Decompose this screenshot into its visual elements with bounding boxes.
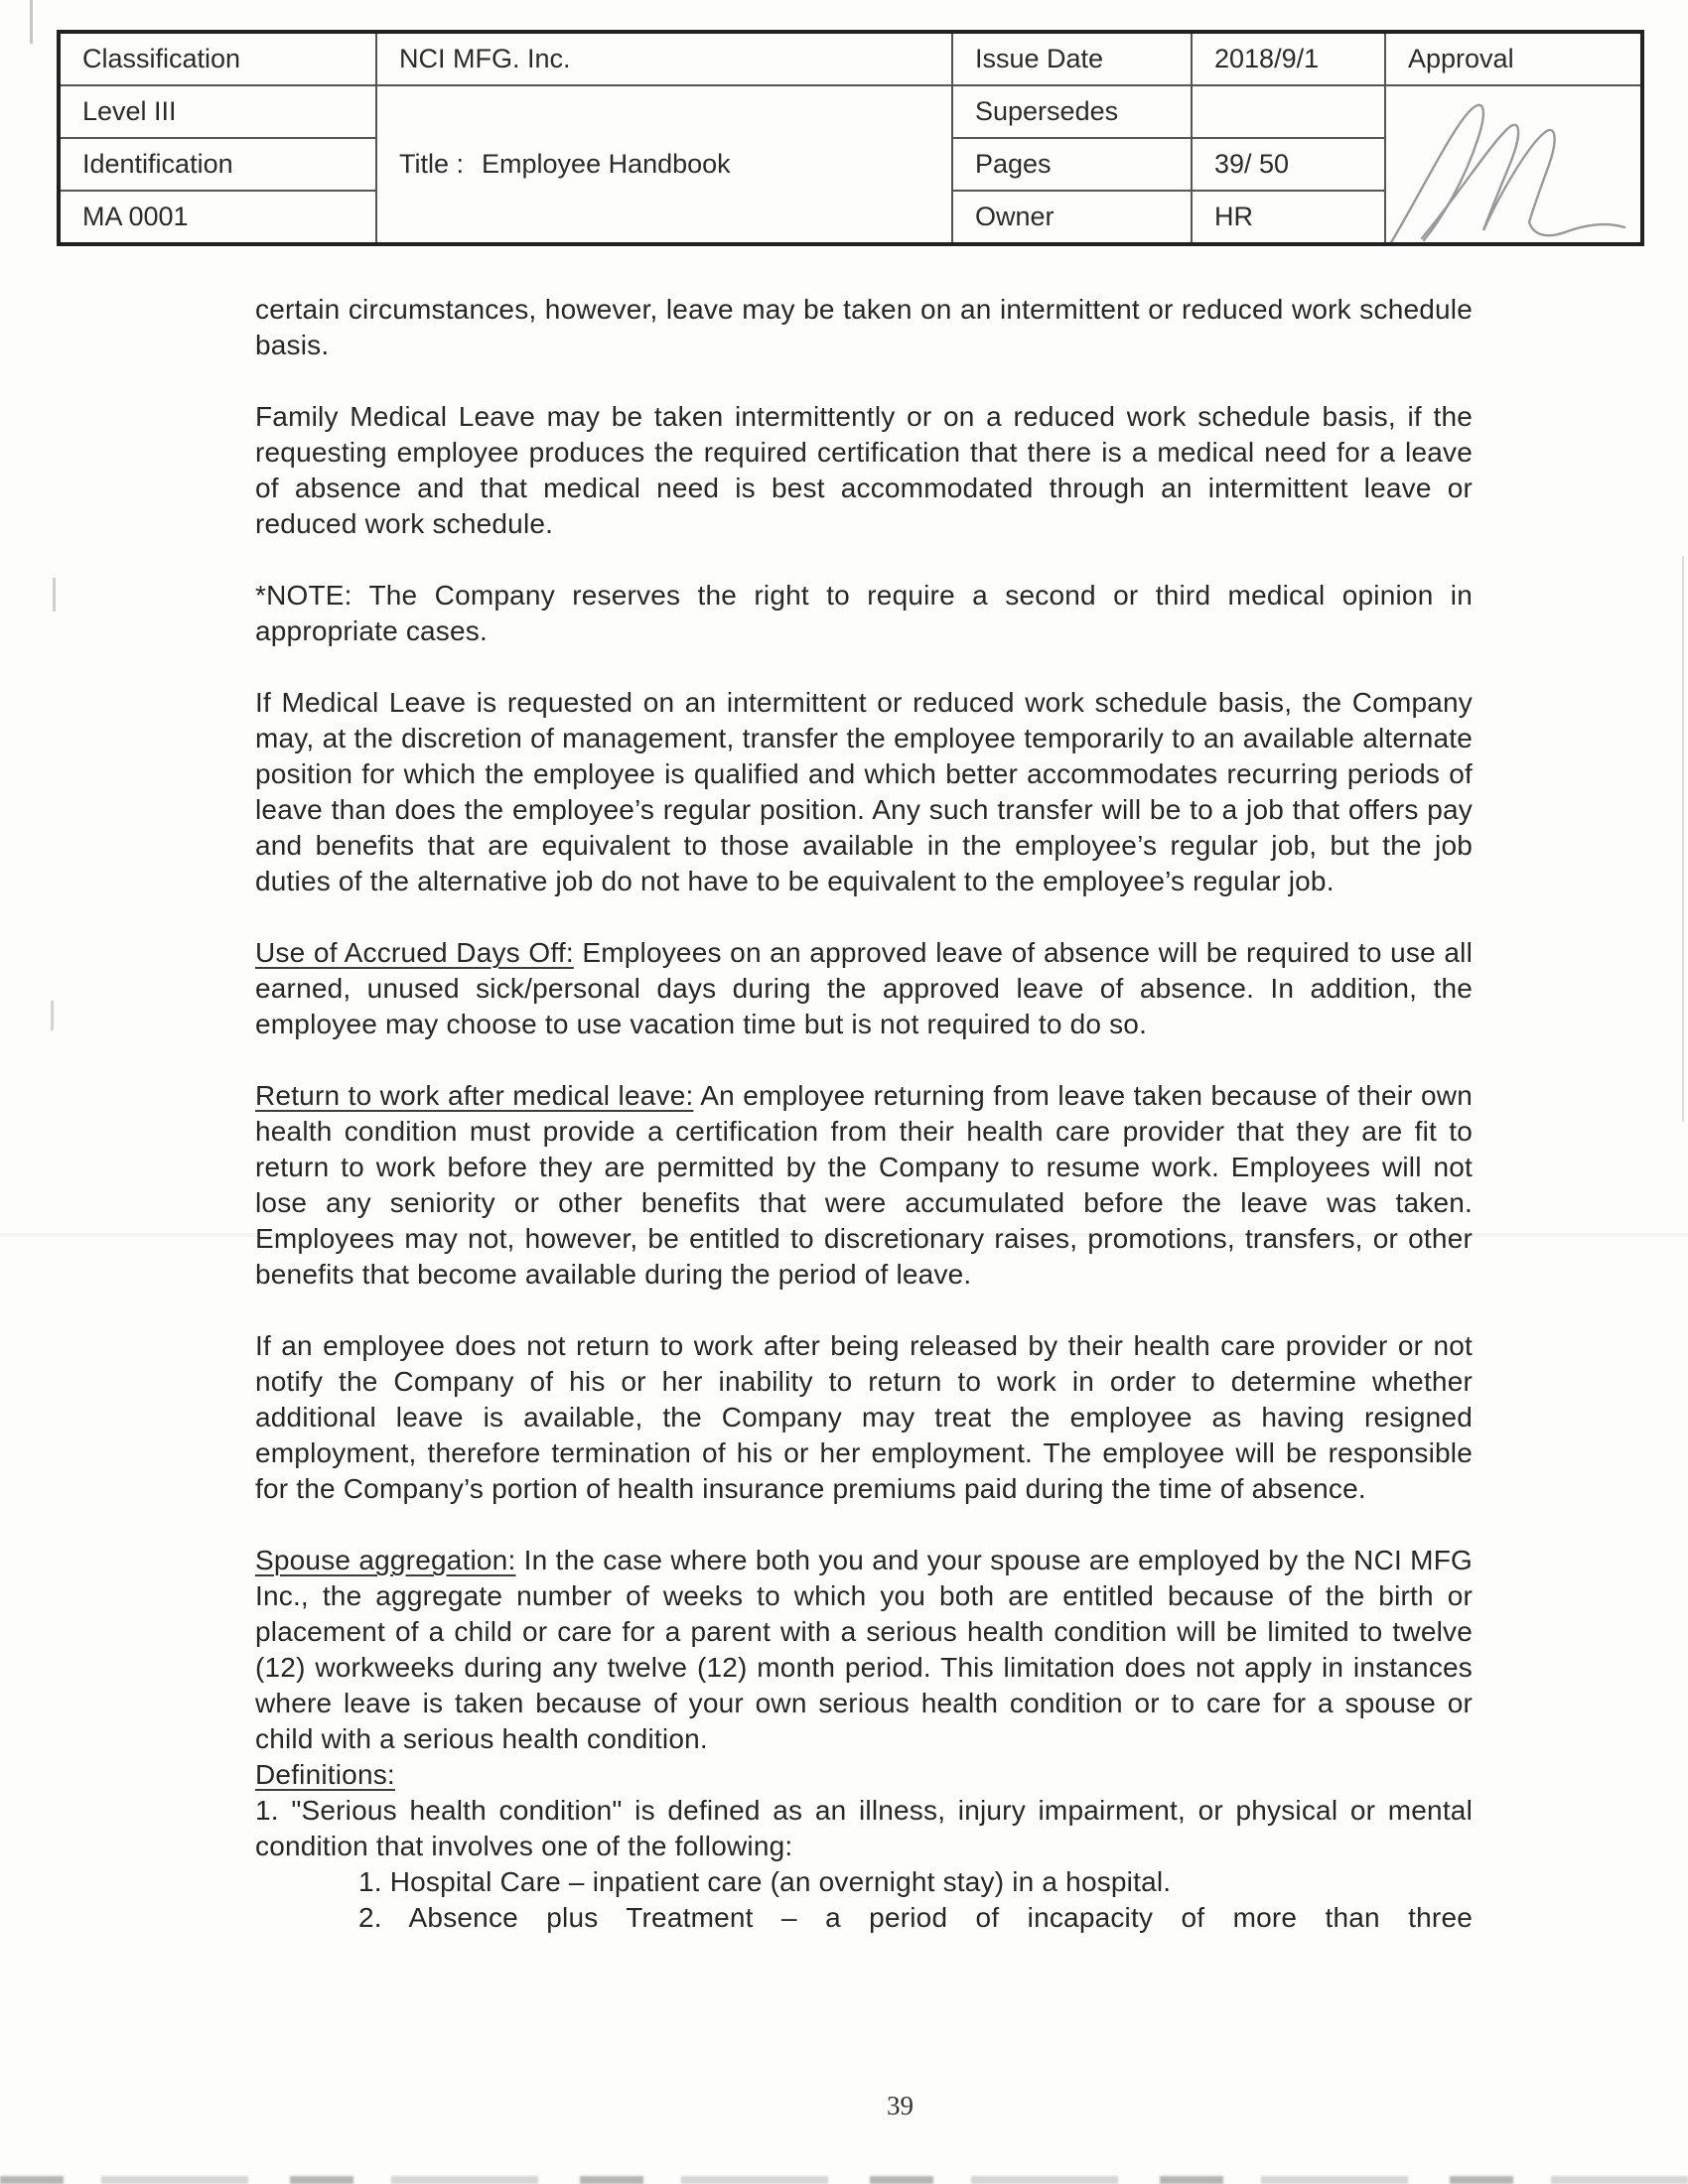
document-body <box>255 292 1473 1936</box>
paragraph-return-to-work <box>255 1078 1473 1293</box>
classification-label: Classification <box>59 32 376 85</box>
paragraph-note-medical-opinion: *NOTE: The Company reserves the right to require a second or third medical opinion in appropriate cases. <box>255 580 1473 646</box>
header-row-2 <box>59 85 1642 138</box>
document-title-cell <box>376 85 952 244</box>
scan-artifact-left-margin <box>53 578 56 612</box>
paragraph-family-medical-leave: Family Medical Leave may be taken intermittently or on a reduced work schedule basis, if the requesting employee produces the required certification that there is a medical need for a leave of absence and that medical need is best accommodated through an intermittent leave or reduced work schedule. <box>255 401 1473 539</box>
page-number: 39 <box>887 2091 914 2120</box>
document-header-table <box>57 30 1644 246</box>
identification-value: MA 0001 <box>59 191 376 244</box>
scan-artifact-bottom-edge <box>0 2176 1688 2184</box>
approval-label: Approval <box>1385 32 1642 85</box>
title-value: Employee Handbook <box>482 149 731 180</box>
section-heading-definitions: Definitions: <box>255 1759 395 1790</box>
issue-date-label: Issue Date <box>952 32 1192 85</box>
paragraph-use-of-accrued-days-off <box>255 935 1473 1042</box>
pages-value: 39/ 50 <box>1192 138 1385 191</box>
pages-label: Pages <box>952 138 1192 191</box>
definition-serious-health-condition: 1. "Serious health condition" is defined as an illness, injury impairment, or physical or mental condition that involves one of the following: <box>255 1795 1473 1861</box>
scan-artifact-right-margin <box>1682 556 1684 1122</box>
identification-label: Identification <box>59 138 376 191</box>
signature-icon <box>1385 87 1642 244</box>
paragraph-no-return-consequences: If an employee does not return to work after being released by their health care provider or not notify the Company of his or her inability to return to work in order to determine whether additional leave is available, the Company may treat the employee as having resigned employment, therefore termination of his or her employment. The employee will be responsible for the Company’s portion of health insurance premiums paid during the time of absence. <box>255 1330 1473 1504</box>
classification-value: Level III <box>59 85 376 138</box>
paragraph-transfer-alternate-position: If Medical Leave is requested on an intermittent or reduced work schedule basis, the Company may, at the discretion of management, transfer the employee temporarily to an available alternate position for which the employee is qualified and which better accommodates recurring periods of leave than does the employee’s regular position. Any such transfer will be to a job that offers pay and benefits that are equivalent to those available in the employee’s regular job, but the job duties of the alternative job do not have to be equivalent to the employee’s regular job. <box>255 687 1473 896</box>
section-text-spouse-aggregation: In the case where both you and your spouse are employed by the NCI MFG Inc., the aggregate number of weeks to which you both are entitled because of the birth or placement of a child or care for a parent with a serious health condition will be limited to twelve (12) workweeks during any twelve (12) month period. This limitation does not apply in instances where leave is taken because of your own serious health condition or to care for a spouse or child with a serious health condition. <box>255 1545 1473 1754</box>
section-text-accrued-days-off: Employees on an approved leave of absence will be required to use all earned, unused sick/personal days during the approved leave of absence. In addition, the employee may choose to use vacation time but is not required to do so. <box>255 937 1474 1039</box>
paragraph-spouse-aggregation <box>255 1543 1473 1757</box>
list-item-hospital-care: 1. Hospital Care – inpatient care (an overnight stay) in a hospital. <box>358 1866 1172 1897</box>
scan-artifact-left-margin <box>51 1001 54 1030</box>
section-text-return-to-work: An employee returning from leave taken because of their own health condition must provide a certification from their health care provider that they are fit to return to work before they are permitted by the Company to resume work. Employees will not lose any seniority or other benefits that were accumulated before the leave was taken. Employees may not, however, be entitled to discretionary raises, promotions, transfers, or other benefits that become available during the period of leave. <box>255 1080 1473 1290</box>
section-heading-spouse-aggregation: Spouse aggregation: <box>255 1545 516 1575</box>
owner-value: HR <box>1192 191 1385 244</box>
supersedes-value <box>1192 85 1385 138</box>
title-label: Title : <box>399 149 465 180</box>
definitions-heading <box>255 1757 1473 1793</box>
section-heading-accrued-days-off: Use of Accrued Days Off: <box>255 937 574 968</box>
list-item-absence-plus-treatment: 2. Absence plus Treatment – a period of incapacity of more than three <box>358 1902 1473 1933</box>
approval-signature-cell <box>1385 85 1642 244</box>
supersedes-label: Supersedes <box>952 85 1192 138</box>
company-name: NCI MFG. Inc. <box>376 32 952 85</box>
scan-artifact-top-left <box>30 0 33 44</box>
owner-label: Owner <box>952 191 1192 244</box>
header-row-1 <box>59 32 1642 85</box>
issue-date-value: 2018/9/1 <box>1192 32 1385 85</box>
paragraph-intermittent-continuation: certain circumstances, however, leave may be taken on an intermittent or reduced work schedule basis. <box>255 294 1473 360</box>
section-heading-return-to-work: Return to work after medical leave: <box>255 1080 694 1111</box>
